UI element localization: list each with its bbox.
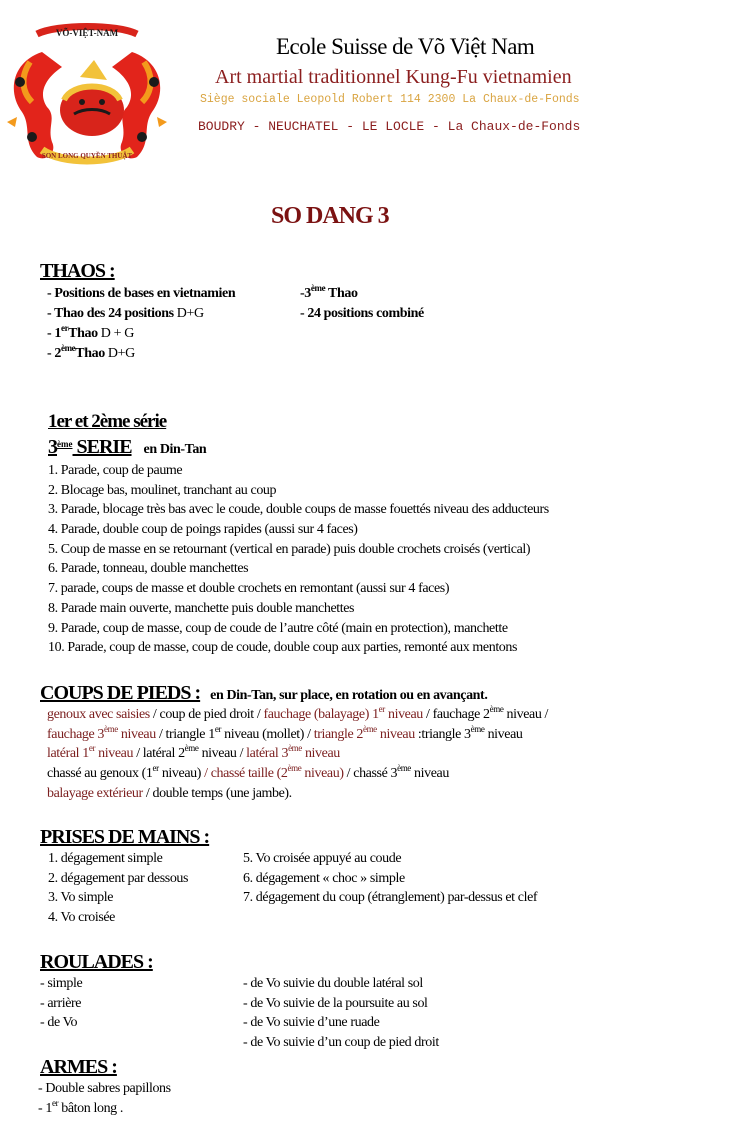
series-item: 7. parade, coups de masse et double crochets en remontant (aussi sur 4 faces) (48, 581, 450, 596)
coups-r1c: fauchage (balayage) 1 (263, 707, 379, 722)
coups-r4e-sup: ème (397, 763, 411, 773)
coups-r4e: / chassé 3 (343, 766, 398, 781)
series-item: 5. Coup de masse en se retournant (vertical en parade) puis double crochets croisés (vertical) (48, 542, 531, 557)
coups-r4f: niveau (410, 766, 449, 781)
coups-r2d: niveau (mollet) / (221, 727, 311, 742)
series-item: 1. Parade, coup de paume (48, 463, 183, 478)
series-3-number: 3 (48, 436, 57, 458)
thaos-left-4-prefix: - 2 (47, 346, 61, 361)
thaos-left-4 (47, 343, 135, 362)
coups-line-5 (47, 786, 292, 802)
series-item: 4. Parade, double coup de poings rapides (aussi sur 4 faces) (48, 522, 358, 537)
series-item: 9. Parade, coup de masse, coup de coude de l’autre côté (main en protection), manchette (48, 621, 508, 636)
coups-r2a-sup: ème (104, 724, 118, 734)
coups-heading-row (40, 682, 487, 705)
coups-r2g: :triangle 3 (414, 727, 471, 742)
roulades-right-item: - de Vo suivie d’un coup de pied droit (243, 1035, 439, 1050)
coups-r4a-sup: er (152, 763, 159, 773)
coups-r4b: niveau) (158, 766, 202, 781)
thaos-left-4-sup: ème (60, 343, 76, 353)
thaos-right-1-prefix: -3 (300, 286, 311, 301)
logo-top-text: VÕ-VIỆT-NAM (55, 28, 119, 38)
coups-r1e-sup: ème (489, 704, 504, 714)
series-item: 10. Parade, coup de masse, coup de coude, double coup aux parties, remonté aux mentons (48, 640, 518, 655)
coups-r2c: / triangle 1 (155, 727, 215, 742)
thaos-right-1 (300, 283, 358, 302)
thaos-left-1: - Positions de bases en vietnamien (47, 286, 236, 301)
series-3-label: SERIE (72, 436, 132, 458)
series-12-heading: 1er et 2ème série (48, 411, 167, 432)
coups-r1f: niveau / (503, 707, 549, 722)
thaos-left-2 (47, 306, 204, 322)
roulades-left-item: - simple (40, 976, 83, 991)
school-subtitle: Art martial traditionnel Kung-Fu vietnamien (215, 66, 572, 88)
roulades-left-item: - de Vo (40, 1015, 78, 1030)
thaos-left-2-text: - Thao des 24 positions (47, 306, 174, 321)
coups-r5b: / double temps (une jambe). (142, 786, 292, 801)
school-logo (2, 22, 172, 172)
coups-r3a: latéral 1 (47, 746, 89, 761)
coups-line-2 (47, 724, 523, 743)
coups-r3c-sup: ème (184, 743, 199, 753)
coups-heading-suffix: en Din-Tan, sur place, en rotation ou en avançant. (210, 688, 488, 703)
prises-left-item: 3. Vo simple (48, 890, 114, 905)
coups-r1c-sup: er (378, 704, 385, 714)
thaos-left-3-bold: Thao (68, 326, 98, 341)
coups-r2a: fauchage 3 (47, 727, 105, 742)
coups-heading: COUPS DE PIEDS : (40, 682, 201, 704)
coups-r1d: niveau (384, 707, 423, 722)
logo-bottom-text: SON LONG QUYỀN THUẬT (41, 152, 133, 160)
coups-r1a: genoux avec saisies (47, 707, 150, 722)
thaos-right-1-suffix: Thao (325, 286, 358, 301)
prises-heading: PRISES DE MAINS : (40, 826, 210, 848)
series-3-sup: ème (57, 439, 73, 449)
armes-item-2-suffix: bâton long . (58, 1101, 123, 1116)
prises-left-item: 1. dégagement simple (48, 851, 163, 866)
roulades-right-item: - de Vo suivie d’une ruade (243, 1015, 380, 1030)
tiger-head-icon (60, 84, 124, 136)
thaos-left-2-suffix: D+G (173, 306, 204, 321)
roulades-left-item: - arrière (40, 996, 82, 1011)
coups-r1b: / coup de pied droit / (152, 707, 261, 722)
roulades-heading: ROULADES : (40, 951, 153, 973)
coups-line-4 (47, 763, 449, 782)
mountain-icon (80, 60, 107, 80)
series-item: 8. Parade main ouverte, manchette puis double manchettes (48, 601, 355, 616)
coups-r4c: / chassé taille (2 (201, 766, 288, 781)
armes-item-1: - Double sabres papillons (38, 1081, 171, 1096)
prises-right-item: 5. Vo croisée appuyé au coude (243, 851, 402, 866)
thaos-left-3 (47, 323, 134, 342)
coups-r1e: / fauchage 2 (422, 707, 490, 722)
coups-r5a: balayage extérieur (47, 786, 143, 801)
armes-item-2 (38, 1098, 123, 1117)
thaos-left-3-sup: er (60, 323, 69, 333)
armes-heading: ARMES : (40, 1056, 117, 1078)
coups-r2f: niveau (376, 727, 415, 742)
prises-right-item: 7. dégagement du coup (étranglement) par-dessus et clef (243, 890, 538, 905)
coups-r4c-sup: ème (287, 763, 302, 773)
coups-r2c-sup: er (214, 724, 222, 734)
coups-r2h: niveau (484, 727, 523, 742)
coups-r3d: niveau / (198, 746, 244, 761)
coups-r2g-sup: ème (470, 724, 485, 734)
coups-r4a: chassé au genoux (1 (47, 766, 153, 781)
coups-r2e-sup: ème (362, 724, 377, 734)
thaos-left-3-suffix: D + G (97, 326, 134, 341)
thaos-heading: THAOS : (40, 260, 115, 282)
coups-line-3 (47, 743, 340, 762)
coups-r2b: niveau (117, 727, 156, 742)
coups-r3e: latéral 3 (243, 746, 289, 761)
roulades-right-item: - de Vo suivie du double latéral sol (243, 976, 423, 991)
thaos-left-4-suffix: D+G (104, 346, 135, 361)
series-item: 3. Parade, blocage très bas avec le coude, double coups de masse fouettés niveau des adducteurs (48, 502, 549, 517)
series-3-heading (48, 436, 206, 459)
series-item: 6. Parade, tonneau, double manchettes (48, 561, 249, 576)
thaos-right-1-sup: ème (310, 283, 326, 293)
coups-r4d: niveau) (301, 766, 344, 781)
thaos-right-2: - 24 positions combiné (300, 306, 424, 321)
roulades-right-item: - de Vo suivie de la poursuite au sol (243, 996, 428, 1011)
prises-left-item: 2. dégagement par dessous (48, 871, 189, 886)
coups-r3a-sup: er (88, 743, 96, 753)
page-title: SO DANG 3 (271, 203, 389, 229)
thaos-left-4-bold: Thao (75, 346, 105, 361)
armes-item-2-sup: er (51, 1098, 59, 1108)
coups-r3f: niveau (301, 746, 340, 761)
coups-r2e: triangle 2 (310, 727, 363, 742)
coups-r3e-sup: ème (288, 743, 302, 753)
series-3-suffix: en Din-Tan (143, 442, 207, 457)
school-address: Siège sociale Leopold Robert 114 2300 La Chaux-de-Fonds (200, 93, 580, 106)
coups-line-1 (47, 704, 549, 723)
prises-right-item: 6. dégagement « choc » simple (243, 871, 405, 886)
armes-item-2-prefix: - 1 (38, 1101, 52, 1116)
coups-r3c: / latéral 2 (133, 746, 185, 761)
school-cities: BOUDRY - NEUCHATEL - LE LOCLE - La Chaux-de-Fonds (198, 119, 581, 134)
thaos-left-3-prefix: - 1 (47, 326, 61, 341)
coups-r3b: niveau (95, 746, 134, 761)
series-item: 2. Blocage bas, moulinet, tranchant au coup (48, 483, 277, 498)
dragon-left-icon (7, 52, 62, 158)
school-name: Ecole Suisse de Võ Việt Nam (276, 34, 535, 59)
prises-left-item: 4. Vo croisée (48, 910, 115, 925)
